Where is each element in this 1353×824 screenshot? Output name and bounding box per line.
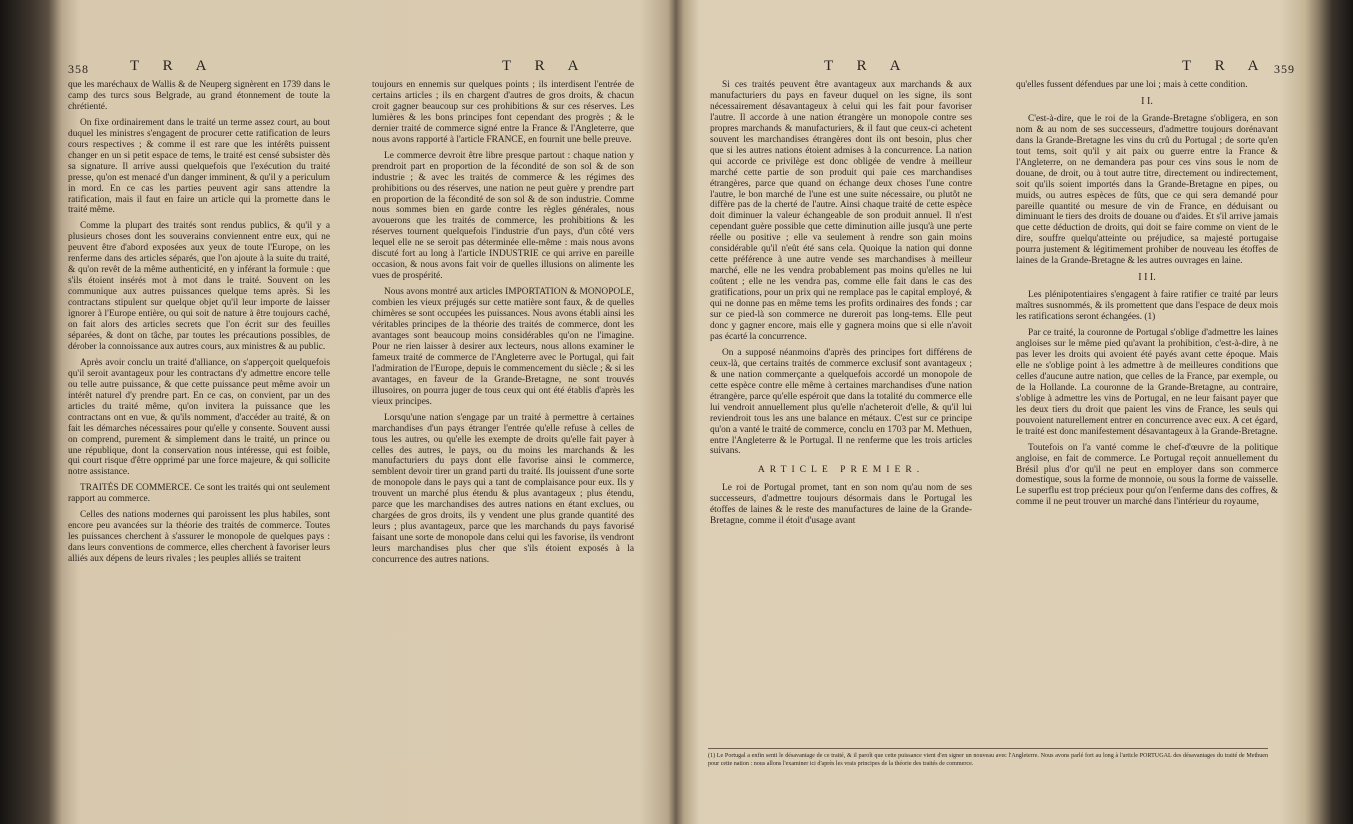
left-headword-2: T R A (502, 58, 589, 74)
paragraph: On fixe ordinairement dans le traité un terme assez court, au bout duquel les ministres s'engagent de procurer cette ratification de leurs cours respectives ; & comme il est rare que les intérêts puissent changer en un si petit espace de tems, le traité est censé subsister dès sa signature. Il arrive aussi quelquefois que l'exécution du traité presse, qu'on est menacé d'un danger imminent, & qu'il y a periculum in mord. En ce cas les parties peuvent agir sans attendre la ratification, mais il faut en faire un article qui la promette dans le traité même. (68, 117, 330, 216)
paragraph: Par ce traité, la couronne de Portugal s'oblige d'admettre les laines angloises sur le même pied qu'avant la prohibition, c'est-à-dire, à ne pas lever les droits qui avoient été payés avant cette époque. Mais elle ne s'oblige point à les admettre à de meilleures conditions que celles d'aucune autre nation, que celles de la France, par exemple, ou de la Hollande. La couronne de la Grande-Bretagne, au contraire, s'oblige à admettre les vins de Portugal, en ne leur faisant payer que les deux tiers du droit que paient les vins de France, les seuls qui pouvoient naturellement entrer en concurrence avec eux. A cet égard, le traité est donc manifestement désavantageux à la Grande-Bretagne. (1016, 328, 1278, 437)
paragraph: C'est-à-dire, que le roi de la Grande-Bretagne s'obligera, en son nom & au nom de ses successeurs, d'admettre toujours dorénavant dans la Grande-Bretagne les vins du crû du Portugal ; de sorte qu'en tout tems, soit qu'il y ait paix ou guerre entre la France & l'Angleterre, on ne demandera pas pour ces vins sous le nom de douane, de droit, ou à tout autre titre, directement ou indirectement, soit qu'ils soient importés dans la Grande-Bretagne en pipes, ou muids, ou autres espèces de fûts, que ce qui sera demandé pour pareille quantité ou mesure de vin de France, en déduisant ou diminuant le tiers des droits de douane ou d'aides. Et s'il arrive jamais que cette déduction de droits, qui doit se faire comme on vient de le dire, souffre quelqu'atteinte ou préjudice, sa majesté portugaise pourra justement & légitimement prohiber de nouveau les étoffes de laines de la Grande-Bretagne & les autres ouvrages en laine. (1016, 113, 1278, 267)
paragraph: Le roi de Portugal promet, tant en son nom qu'au nom de ses successeurs, d'admettre toujours désormais dans le Portugal les étoffes de laines & le reste des manufactures de laine de la Grande-Bretagne, comme il étoit d'usage avant (710, 483, 972, 527)
paragraph: Celles des nations modernes qui paroissent les plus habiles, sont encore peu avancées sur la théorie des traités de commerce. Toutes les puissances cherchent à s'assurer le monopole de quelques pays : dans leurs conventions de commerce, elles cherchent à favoriser leurs alliés aux dépens de leurs rivales ; les peuples alliés se traitent (68, 510, 330, 565)
left-page (60, 0, 672, 824)
left-headword-1: T R A (130, 58, 217, 74)
paragraph: Lorsqu'une nation s'engage par un traité à permettre à certaines marchandises d'un pays étranger l'entrée qu'elle refuse à celles de tous les autres, ou qu'elle les exempte de droits qu'elle fait payer à celles des autres, le pays, ou du moins les marchands & les manufacturiers du pays dont elle favorise ainsi le commerce, semblent devoir tirer un grand parti du traité. Ils jouissent d'une sorte de monopole dans le pays qui a tant de complaisance pour eux. Ils y trouvent un marché plus étendu & plus avantageux ; plus étendu, parce que les marchandises des autres nations en étant exclues, ou chargées de gros droits, ils y vendent une plus grande quantité des leurs ; plus avantageux, parce que les marchands du pays favorisé faisant une sorte de monopole dans celui qui les favorise, ils vendront leurs marchandises plus cher que s'ils étoient exposés à la concurrence des autres nations. (372, 412, 634, 566)
paragraph: TRAITÉS DE COMMERCE. Ce sont les traités qui ont seulement rapport au commerce. (68, 483, 330, 505)
paragraph: Après avoir conclu un traité d'alliance, on s'apperçoit quelquefois qu'il seroit avantageux pour les contractans d'y admettre encore telle ou telle autre puissance, & que cette puissance peut même avoir un intérêt naturel d'y prendre part. En ce cas, on convient, par un des articles du traité même, qu'on invitera la puissance que les contractans ont en vue, & qu'ils nomment, d'accéder au traité, & on fait les démarches nécessaires pour qu'elle y consente. Souvent aussi on comprend, purement & simplement dans le traité, un prince ou une république, dont la conservation nous intéresse, qui est foible, qui court risque d'être opprimé par une force majeure, & qui sollicite notre assistance. (68, 357, 330, 478)
paragraph: Nous avons montré aux articles IMPORTATION & MONOPOLE, combien les vieux préjugés sur cette matière sont faux, & de quelles chimères se sont occupées les puissances. Nous avons établi ainsi les véritables principes de la théorie des traités de commerce, dont les avantages sont beaucoup moins considérables qu'on ne l'imagine. Pour ne rien laisser à desirer aux lecteurs, nous allons examiner le fameux traité de commerce de l'Angleterre avec le Portugal, qui fait l'admiration de l'Europe, depuis le commencement du siècle ; & si les avantages, en faveur de la Grande-Bretagne, ne sont trouvés illusoires, on pourra juger de tous ceux qui ont été établis d'après les vieux principes. (372, 287, 634, 407)
left-running-head (60, 58, 672, 80)
paragraph: On a supposé néanmoins d'après des principes fort différens de ceux-là, que certains traités de commerce exclusif sont avantageux ; & une nation commerçante a quelquefois accordé un monopole de cette espèce contre elle même à certaines marchandises d'une nation étrangère, parce qu'elle espéroit que dans la totalité du commerce elle lui vendroit annuellement plus qu'elle n'acheteroit d'elle, & qu'il lui reviendroit tous les ans une balance en métaux. C'est sur ce principe qu'on a vanté le traité de commerce, conclu en 1703 par M. Methuen, entre l'Angleterre & le Portugal. Il ne renferme que les trois articles suivans. (710, 347, 972, 457)
left-page-column-1 (68, 80, 330, 565)
paragraph: Comme la plupart des traités sont rendus publics, & qu'il y a plusieurs choses dont les souverains conviennent entre eux, qui ne peuvent être d'abord exposées aux yeux de toute l'Europe, on les renferme dans des articles séparés, que l'on ajoute à la suite du traité, & qu'on revêt de la même authenticité, en y inférant la formule : que s'ils étoient insérés mot à mot dans le traité. Souvent on les communique aux autres puissances quelque tems après. Si les contractans stipulent sur quelque objet qu'il leur importe de laisser ignorer à l'Europe entière, ou qui soit de nature à être toujours caché, on fait alors des articles secrets que l'on écrit sur des feuilles séparées, & dont on tâche, par toutes les précautions possibles, de dérober la connoissance aux autres cours, aux ministres & au public. (68, 221, 330, 352)
right-headword-2: T R A (1182, 58, 1269, 74)
left-page-number: 358 (68, 62, 89, 76)
paragraph: Si ces traités peuvent être avantageux aux marchands & aux manufacturiers du pays en faveur duquel on les signe, ils sont nécessairement désavantageux à celui qui les fait pour favoriser l'autre. Il accorde à une nation étrangère un monopole contre ses propres marchands & manufacturiers, & il faut que ceux-ci achetent souvent les marchandises étrangères dont ils ont besoin, plus cher que si les autres nations étoient admises à la concurrence. La nation qui accorde ce privilège est donc obligée de vendre à meilleur marché cette partie de son produit qui paie ces marchandises étrangères, parce que quand on échange deux choses l'une contre l'autre, le bon marché de l'une est une suite nécessaire, ou plutôt ne diffère pas de la cherté de l'autre. Ainsi chaque traité de cette espèce doit diminuer la valeur échangeable de son produit annuel. Il n'est cependant guère possible que cette diminution aille jusqu'à une perte réelle ou positive ; elle va seulement à rendre son gain moins considérable qu'il n'eût été sans cela. Quoique la nation qui donne cette préférence à une autre vende ses marchandises à meilleur marché, elle ne les vendra probablement pas moins qu'elles ne lui coûtent ; elle ne les vendra pas, comme elle fait dans le cas des gratifications, pour un prix qui ne remplace pas le capital employé, & qui ne donne pas en même tems les profits ordinaires des fonds ; car sur ce pied-là son commerce ne dureroit pas long-tems. Elle peut donc y gagner encore, mais elle y gagnera moins que si elle n'avoit pas écarté la concurrence. (710, 80, 972, 342)
paragraph: toujours en ennemis sur quelques points ; ils interdisent l'entrée de certains articles ; ils en chargent d'autres de gros droits, & chacun croit gagner beaucoup sur ces prohibitions & sur ces réserves. Les lumières & les bons principes font cependant des progrès ; & le dernier traité de commerce signé entre la France & l'Angleterre, que nous avons rapporté à l'article FRANCE, en fournit une belle preuve. (372, 80, 634, 145)
footnote: (1) Le Portugal a enfin senti le désavantage de ce traité, & il paroît que cette puissance vient d'en signer un nouveau avec l'Angleterre. Nous avons parlé fort au long à l'article PORTUGAL des désavantages du traité de Methuen pour cette nation : nous allons l'examiner ici d'après les vrais principes de la théorie des traités de commerce. (708, 748, 1268, 768)
right-running-head (686, 58, 1306, 80)
paragraph: qu'elles fussent défendues par une loi ; mais à cette condition. (1016, 80, 1248, 90)
right-page-column-1 (710, 80, 972, 527)
paragraph: que les maréchaux de Wallis & de Neuperg signèrent en 1739 dans le camp des turcs sous Belgrade, au grand étonnement de toute la chrétienté. (68, 80, 330, 112)
article-number: I I I. (1138, 272, 1156, 284)
article-number: I I. (1141, 95, 1153, 107)
paragraph: Les plénipotentiaires s'engagent à faire ratifier ce traité par leurs maîtres susnommés, & ils promettent que dans l'espace de deux mois les ratifications seront échangées. (1) (1016, 290, 1278, 323)
article-heading: ARTICLE PREMIER. (757, 464, 925, 476)
paragraph: Toutefois on l'a vanté comme le chef-d'œuvre de la politique angloise, en fait de commerce. Le Portugal reçoit annuellement du Brésil plus d'or qu'il ne peut en employer dans son commerce domestique, sous la forme de monnoie, ou sous la forme de vaisselle. Le superflu est trop précieux pour qu'on l'enferme dans des coffres, & comme il ne peut trouver un marché dans l'intérieur du royaume, (1016, 442, 1278, 508)
left-page-column-2 (372, 80, 634, 566)
paragraph: Le commerce devroit être libre presque partout : chaque nation y prendroit part en proportion de la fécondité de son sol & de son industrie ; & avec les traités de commerce & les régimes des prohibitions ou des réserves, une nation ne peut guère y prendre part en proportion de la fécondité de son sol & de son industrie. Comme nous sommes bien en garde contre les règles générales, nous avouerons que les traités de commerce, les prohibitions & les réserves tournent quelquefois l'industrie d'un pays, d'un côté vers lequel elle ne se seroit pas déterminée elle-même : mais nous avons discuté fort au long à l'article INDUSTRIE ce qui arrive en pareille occasion, & nous avons fait voir de quelles illusions on alimente les vues de prospérité. (372, 150, 634, 282)
right-page-number: 359 (1274, 62, 1295, 76)
right-headword-1: T R A (824, 58, 911, 74)
right-page (686, 0, 1306, 824)
right-page-column-2 (1016, 80, 1278, 508)
